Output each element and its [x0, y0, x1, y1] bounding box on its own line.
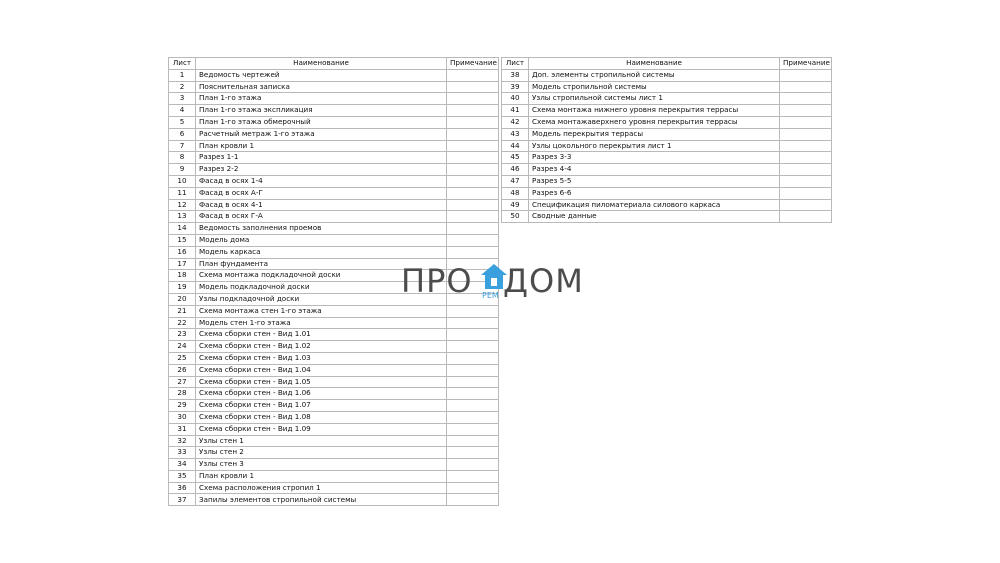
sheet-number: 50: [502, 211, 529, 223]
drawing-note: [780, 105, 832, 117]
table-row: [169, 400, 499, 412]
table-row: [502, 187, 832, 199]
drawing-name: Узлы цокольного перекрытия лист 1: [529, 140, 780, 152]
drawing-note: [780, 199, 832, 211]
sheet-number: 46: [502, 164, 529, 176]
drawing-name: Фасад в осях 4-1: [196, 199, 447, 211]
drawing-note: [447, 152, 499, 164]
sheet-number: 36: [169, 482, 196, 494]
drawing-name: Схема сборки стен - Вид 1.08: [196, 411, 447, 423]
table-header-row: [169, 58, 499, 70]
drawing-name: План 1-го этажа обмерочный: [196, 116, 447, 128]
drawing-note: [447, 234, 499, 246]
table-row: [169, 364, 499, 376]
table-row: [502, 175, 832, 187]
drawing-name: Спецификация пиломатериала силового каркаса: [529, 199, 780, 211]
sheet-number: 37: [169, 494, 196, 506]
drawing-note: [780, 81, 832, 93]
table-row: [169, 116, 499, 128]
table-row: [169, 69, 499, 81]
drawing-note: [447, 400, 499, 412]
header-note: Примечание: [447, 58, 499, 70]
drawing-name: Разрез 2-2: [196, 164, 447, 176]
sheet-number: 22: [169, 317, 196, 329]
drawing-name: Схема монтажа стен 1-го этажа: [196, 305, 447, 317]
drawing-name: Разрез 6-6: [529, 187, 780, 199]
sheet-number: 6: [169, 128, 196, 140]
sheet-number: 13: [169, 211, 196, 223]
drawing-name: Узлы стен 1: [196, 435, 447, 447]
drawing-name: План 1-го этажа экспликация: [196, 105, 447, 117]
table-row: [169, 128, 499, 140]
table-row: [502, 105, 832, 117]
sheet-number: 1: [169, 69, 196, 81]
drawing-name: Схема сборки стен - Вид 1.01: [196, 329, 447, 341]
sheet-number: 16: [169, 246, 196, 258]
drawing-name: Схема сборки стен - Вид 1.09: [196, 423, 447, 435]
sheet-number: 2: [169, 81, 196, 93]
drawing-note: [447, 223, 499, 235]
table-row: [169, 305, 499, 317]
drawing-name: Схема монтажа нижнего уровня перекрытия террасы: [529, 105, 780, 117]
table-row: [169, 329, 499, 341]
table-row: [169, 317, 499, 329]
drawing-name: План кровли 1: [196, 140, 447, 152]
drawing-name: План 1-го этажа: [196, 93, 447, 105]
drawing-name: Узлы стропильной системы лист 1: [529, 93, 780, 105]
drawing-note: [447, 494, 499, 506]
logo-text-rem: РЕМ: [482, 291, 499, 300]
sheet-number: 30: [169, 411, 196, 423]
drawing-name: Схема монтажаверхнего уровня перекрытия террасы: [529, 116, 780, 128]
table-row: [169, 164, 499, 176]
header-sheet: Лист: [169, 58, 196, 70]
sheet-number: 44: [502, 140, 529, 152]
table-row: [169, 482, 499, 494]
table-row: [169, 447, 499, 459]
table-row: [169, 246, 499, 258]
drawing-name: План фундамента: [196, 258, 447, 270]
table-row: [502, 152, 832, 164]
table-row: [502, 128, 832, 140]
sheet-number: 19: [169, 282, 196, 294]
drawing-note: [447, 423, 499, 435]
drawing-note: [447, 164, 499, 176]
drawing-note: [447, 246, 499, 258]
drawing-name: Схема сборки стен - Вид 1.06: [196, 388, 447, 400]
sheet-number: 27: [169, 376, 196, 388]
drawing-name: Фасад в осях Г-А: [196, 211, 447, 223]
sheet-number: 43: [502, 128, 529, 140]
drawing-note: [447, 81, 499, 93]
drawings-list-table-right: [501, 57, 832, 223]
drawing-note: [780, 164, 832, 176]
drawing-note: [780, 175, 832, 187]
drawing-name: Схема сборки стен - Вид 1.05: [196, 376, 447, 388]
logo-text-pro: ПРО: [401, 262, 473, 300]
table-row: [502, 164, 832, 176]
drawing-name: Модель стен 1-го этажа: [196, 317, 447, 329]
sheet-number: 29: [169, 400, 196, 412]
sheet-number: 20: [169, 293, 196, 305]
drawing-name: Разрез 4-4: [529, 164, 780, 176]
sheet-number: 25: [169, 352, 196, 364]
sheet-number: 35: [169, 470, 196, 482]
sheet-number: 28: [169, 388, 196, 400]
sheet-number: 31: [169, 423, 196, 435]
drawing-note: [447, 364, 499, 376]
sheet-number: 21: [169, 305, 196, 317]
drawing-note: [780, 128, 832, 140]
drawing-note: [447, 459, 499, 471]
drawing-name: Схема сборки стен - Вид 1.02: [196, 341, 447, 353]
drawing-note: [447, 187, 499, 199]
table-row: [169, 187, 499, 199]
header-name: Наименование: [196, 58, 447, 70]
drawing-name: Ведомость чертежей: [196, 69, 447, 81]
drawing-name: Схема сборки стен - Вид 1.07: [196, 400, 447, 412]
drawing-name: Пояснительная записка: [196, 81, 447, 93]
table-row: [502, 81, 832, 93]
drawing-note: [447, 116, 499, 128]
drawing-note: [780, 152, 832, 164]
table-row: [169, 411, 499, 423]
table-row: [169, 234, 499, 246]
drawing-note: [780, 187, 832, 199]
table-row: [169, 81, 499, 93]
sheet-number: 10: [169, 175, 196, 187]
sheet-number: 42: [502, 116, 529, 128]
drawing-name: Узлы стен 3: [196, 459, 447, 471]
table-row: [502, 211, 832, 223]
drawing-note: [447, 211, 499, 223]
sheet-number: 15: [169, 234, 196, 246]
drawing-note: [447, 317, 499, 329]
drawing-name: Схема монтажа подкладочной доски: [196, 270, 447, 282]
sheet-number: 49: [502, 199, 529, 211]
drawing-note: [447, 305, 499, 317]
drawing-note: [447, 352, 499, 364]
drawing-note: [447, 105, 499, 117]
header-name: Наименование: [529, 58, 780, 70]
drawing-name: Узлы подкладочной доски: [196, 293, 447, 305]
drawing-note: [447, 69, 499, 81]
drawing-name: Сводные данные: [529, 211, 780, 223]
drawing-name: Модель стропильной системы: [529, 81, 780, 93]
drawing-note: [780, 140, 832, 152]
sheet-number: 17: [169, 258, 196, 270]
table-row: [169, 376, 499, 388]
header-note: Примечание: [780, 58, 832, 70]
drawing-note: [447, 447, 499, 459]
sheet-number: 33: [169, 447, 196, 459]
drawing-name: Модель каркаса: [196, 246, 447, 258]
table-row: [169, 140, 499, 152]
drawing-note: [447, 341, 499, 353]
sheet-number: 48: [502, 187, 529, 199]
table-row: [169, 175, 499, 187]
sheet-number: 23: [169, 329, 196, 341]
table-row: [502, 140, 832, 152]
drawing-note: [447, 388, 499, 400]
drawing-name: Модель перекрытия террасы: [529, 128, 780, 140]
table-row: [169, 388, 499, 400]
table-row: [169, 199, 499, 211]
drawing-note: [447, 128, 499, 140]
table-row: [169, 152, 499, 164]
table-row: [169, 423, 499, 435]
logo-text-dom: ДОМ: [503, 262, 584, 300]
sheet-number: 24: [169, 341, 196, 353]
drawing-name: Доп. элементы стропильной системы: [529, 69, 780, 81]
table-row: [169, 211, 499, 223]
sheet-number: 14: [169, 223, 196, 235]
table-row: [169, 223, 499, 235]
drawing-note: [447, 482, 499, 494]
table-row: [502, 199, 832, 211]
drawing-note: [447, 435, 499, 447]
sheet-number: 11: [169, 187, 196, 199]
drawing-note: [447, 140, 499, 152]
drawing-note: [780, 69, 832, 81]
drawing-note: [447, 470, 499, 482]
sheet-number: 5: [169, 116, 196, 128]
sheet-number: 40: [502, 93, 529, 105]
table-row: [169, 494, 499, 506]
drawing-name: План кровли 1: [196, 470, 447, 482]
drawing-note: [447, 175, 499, 187]
drawing-name: Узлы стен 2: [196, 447, 447, 459]
sheet-number: 12: [169, 199, 196, 211]
drawing-name: Схема сборки стен - Вид 1.03: [196, 352, 447, 364]
drawing-name: Запилы элементов стропильной системы: [196, 494, 447, 506]
drawing-name: Схема сборки стен - Вид 1.04: [196, 364, 447, 376]
drawing-name: Ведомость заполнения проемов: [196, 223, 447, 235]
sheet-number: 41: [502, 105, 529, 117]
table-body-right: [502, 69, 832, 222]
pro-dom-logo: [398, 259, 608, 303]
drawing-note: [447, 93, 499, 105]
table-header-row: [502, 58, 832, 70]
sheet-number: 39: [502, 81, 529, 93]
drawing-note: [447, 411, 499, 423]
sheet-number: 7: [169, 140, 196, 152]
table-row: [169, 105, 499, 117]
table-row: [169, 435, 499, 447]
sheet-number: 9: [169, 164, 196, 176]
sheet-number: 18: [169, 270, 196, 282]
drawing-name: Разрез 5-5: [529, 175, 780, 187]
drawing-name: Фасад в осях 1-4: [196, 175, 447, 187]
table-row: [169, 470, 499, 482]
sheet-number: 3: [169, 93, 196, 105]
drawing-note: [447, 199, 499, 211]
sheet-number: 8: [169, 152, 196, 164]
drawing-name: Разрез 1-1: [196, 152, 447, 164]
drawing-note: [780, 116, 832, 128]
sheet-number: 32: [169, 435, 196, 447]
table-row: [169, 459, 499, 471]
sheet-number: 34: [169, 459, 196, 471]
table-row: [502, 93, 832, 105]
drawing-name: Фасад в осях А-Г: [196, 187, 447, 199]
table-row: [169, 341, 499, 353]
drawing-note: [780, 93, 832, 105]
drawing-name: Модель дома: [196, 234, 447, 246]
drawing-note: [447, 329, 499, 341]
table-row: [169, 93, 499, 105]
sheet-number: 26: [169, 364, 196, 376]
table-row: [502, 116, 832, 128]
sheet-number: 47: [502, 175, 529, 187]
table-row: [169, 352, 499, 364]
drawing-note: [447, 376, 499, 388]
drawing-name: Расчетный метраж 1-го этажа: [196, 128, 447, 140]
drawing-name: Разрез 3-3: [529, 152, 780, 164]
header-sheet: Лист: [502, 58, 529, 70]
sheet-number: 38: [502, 69, 529, 81]
drawing-name: Модель подкладочной доски: [196, 282, 447, 294]
drawing-name: Схема расположения стропил 1: [196, 482, 447, 494]
drawing-note: [780, 211, 832, 223]
sheet-number: 4: [169, 105, 196, 117]
sheet-number: 45: [502, 152, 529, 164]
table-row: [502, 69, 832, 81]
